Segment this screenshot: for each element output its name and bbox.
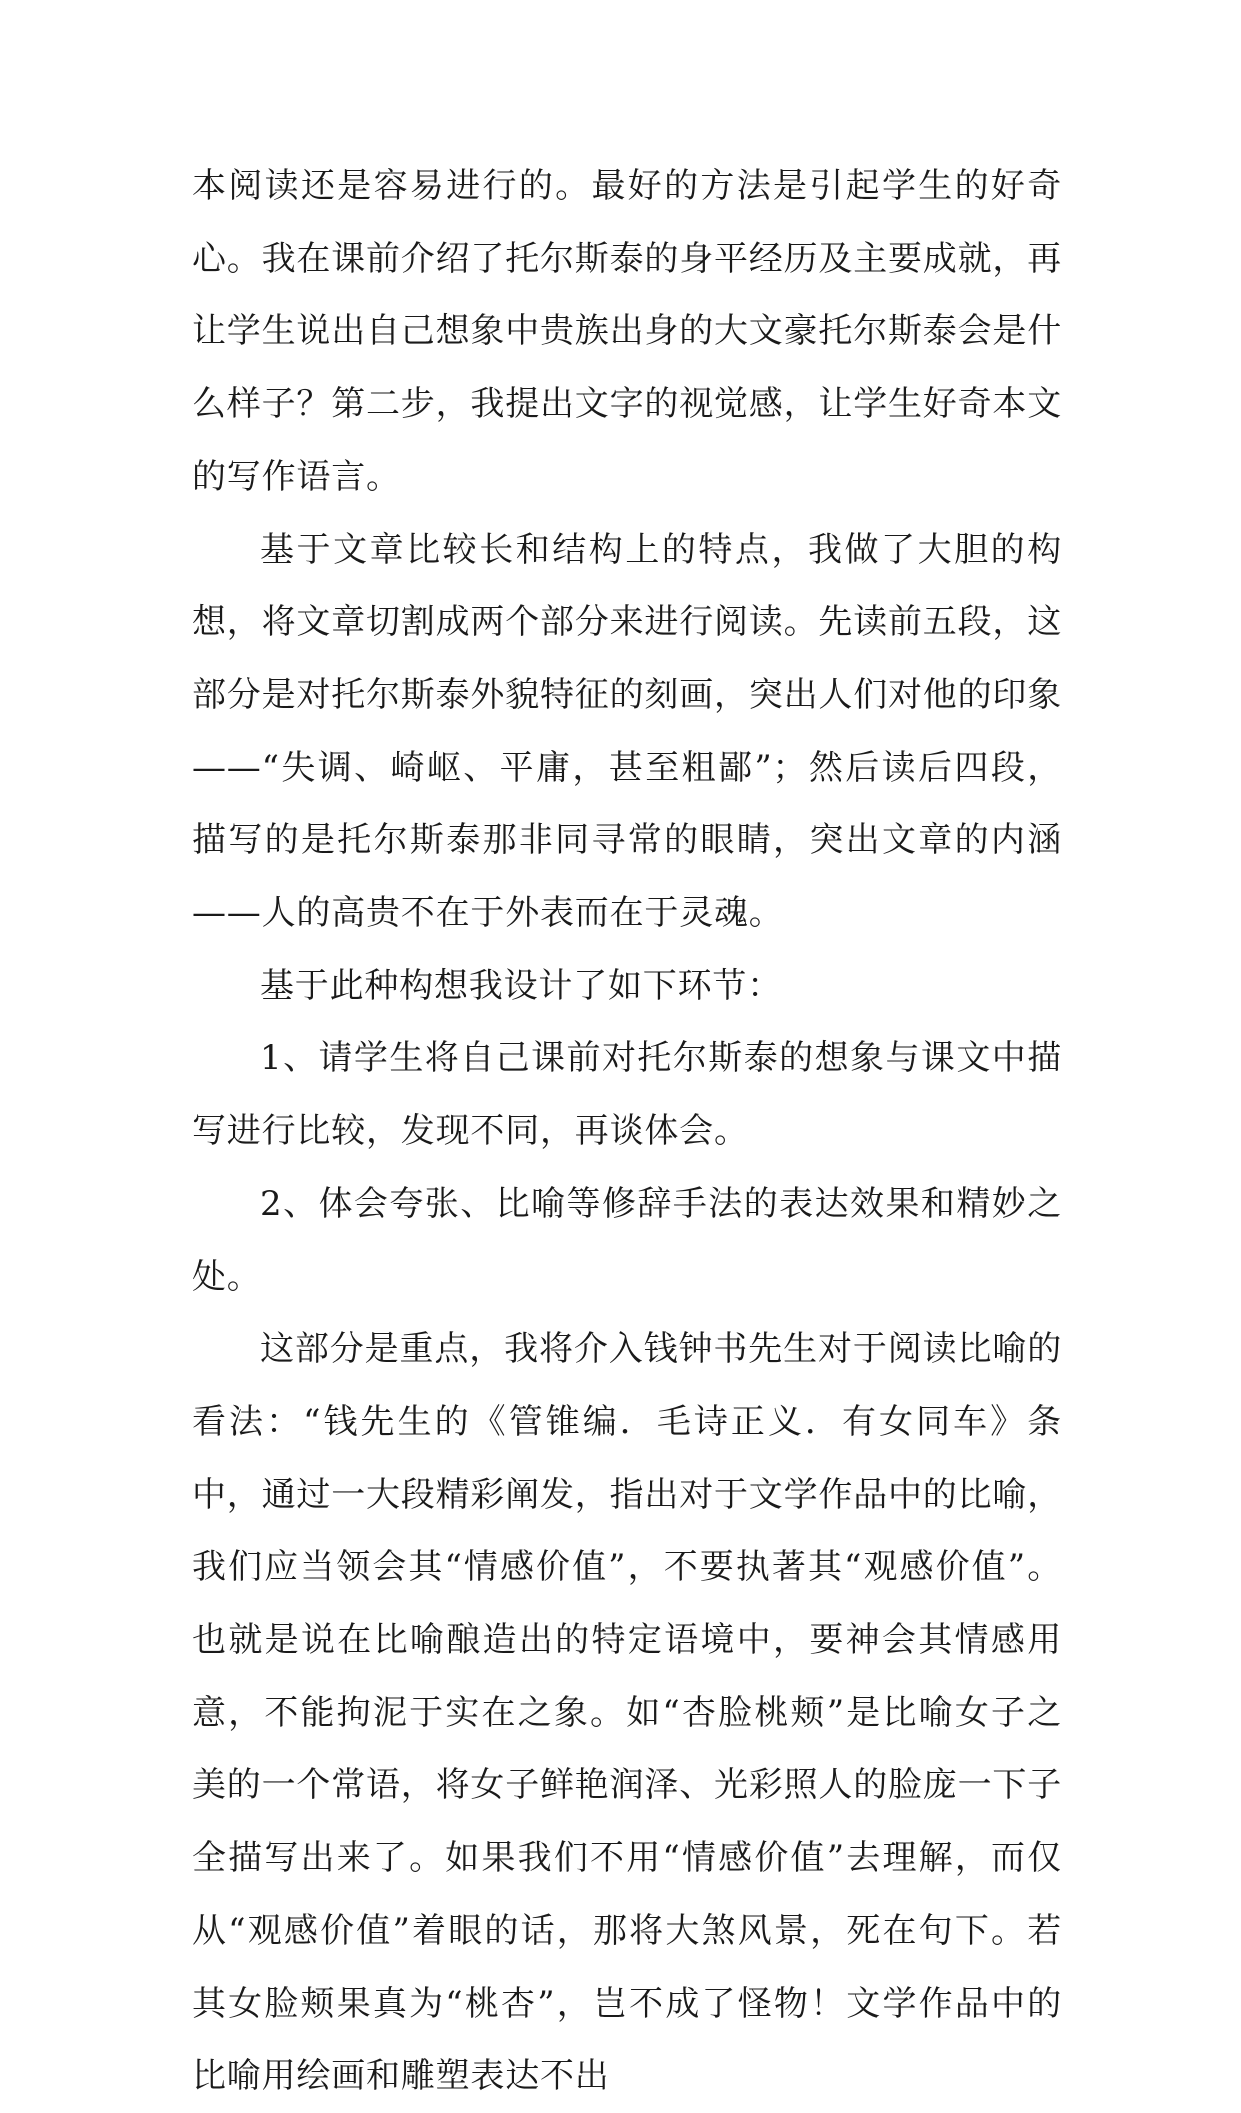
paragraph-5: 2、体会夸张、比喻等修辞手法的表达效果和精妙之处。 [192,1183,1062,1297]
body-text [192,150,1062,2113]
paragraph-3: 基于此种构想我设计了如下环节： [260,965,782,1006]
paragraph-1: 本阅读还是容易进行的。最好的方法是引起学生的好奇心。我在课前介绍了托尔斯泰的身平经历及主要成就，再让学生说出自己想象中贵族出身的大文豪托尔斯泰会是什么样子？第二步，我提出文字的视觉感，让学生好奇本文的写作语言。 [192,166,1062,497]
paragraph-2: 基于文章比较长和结构上的特点，我做了大胆的构想，将文章切割成两个部分来进行阅读。先读前五段，这部分是对托尔斯泰外貌特征的刻画，突出人们对他的印象——“失调、崎岖、平庸，甚至粗鄙”；然后读后四段，描写的是托尔斯泰那非同寻常的眼睛，突出文章的内涵——人的高贵不在于外表而在于灵魂。 [192,529,1062,934]
paragraph-6: 这部分是重点，我将介入钱钟书先生对于阅读比喻的看法：“钱先生的《管锥编．毛诗正义．有女同车》条中，通过一大段精彩阐发，指出对于文学作品中的比喻，我们应当领会其“情感价值”，不要执著其“观感价值”。也就是说在比喻酿造出的特定语境中，要神会其情感用意，不能拘泥于实在之象。如“杏脸桃颊”是比喻女子之美的一个常语，将女子鲜艳润泽、光彩照人的脸庞一下子全描写出来了。如果我们不用“情感价值”去理解，而仅从“观感价值”着眼的话，那将大煞风景，死在句下。若其女脸颊果真为“桃杏”，岂不成了怪物！文学作品中的比喻用绘画和雕塑表达不出 [192,1329,1062,2097]
paragraph-4: 1、请学生将自己课前对托尔斯泰的想象与课文中描写进行比较，发现不同，再谈体会。 [192,1038,1062,1152]
